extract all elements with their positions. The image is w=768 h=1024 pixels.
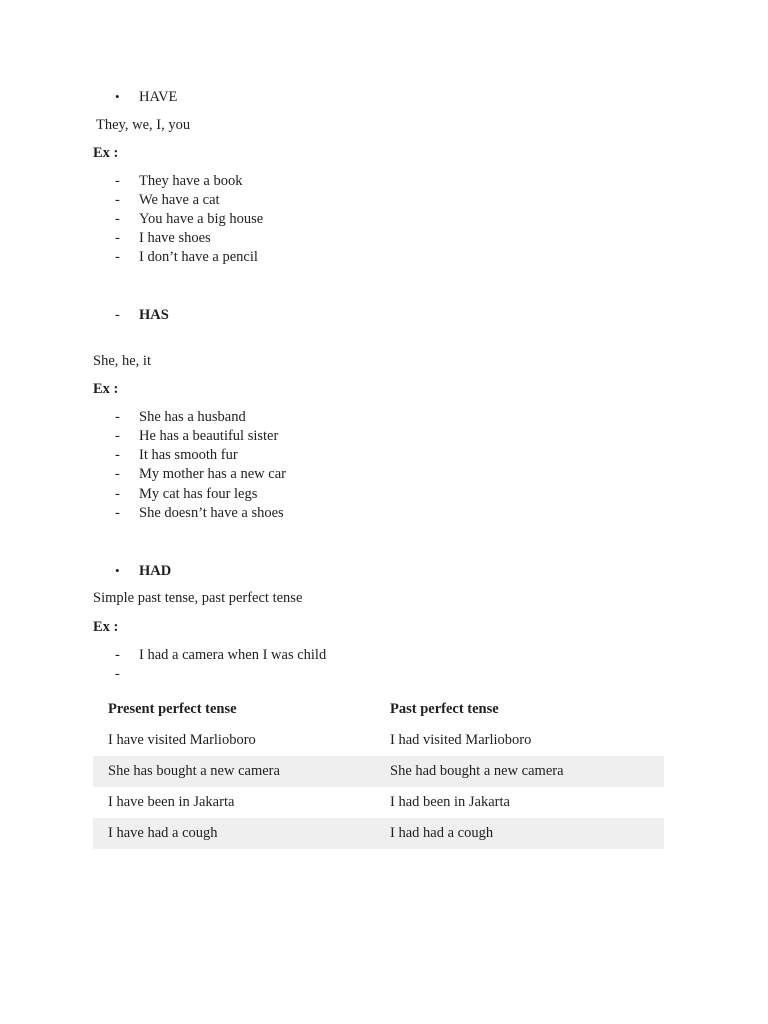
table-cell: She had bought a new camera bbox=[375, 756, 664, 787]
have-ex-label: Ex : bbox=[93, 145, 119, 161]
table-cell: She has bought a new camera bbox=[93, 756, 375, 787]
table-cell: I had had a cough bbox=[375, 818, 664, 849]
dash-marker: - bbox=[115, 447, 120, 463]
dash-marker: - bbox=[115, 249, 120, 265]
bullet-icon: • bbox=[115, 89, 120, 104]
table-cell: I had been in Jakarta bbox=[390, 794, 510, 810]
table-row bbox=[93, 818, 664, 849]
dash-marker: - bbox=[115, 466, 120, 482]
tense-comparison-table bbox=[93, 694, 664, 849]
table-cell: I have had a cough bbox=[93, 818, 375, 849]
has-heading: HAS bbox=[139, 307, 169, 323]
dash-marker: - bbox=[115, 647, 120, 663]
had-heading: HAD bbox=[139, 563, 172, 579]
table-row bbox=[93, 787, 664, 818]
dash-marker: - bbox=[115, 230, 120, 246]
had-ex-label: Ex : bbox=[93, 619, 119, 635]
dash-marker: - bbox=[115, 666, 120, 682]
table-row bbox=[93, 756, 664, 787]
dash-marker: - bbox=[115, 486, 120, 502]
dash-marker: - bbox=[115, 307, 120, 323]
bullet-icon: • bbox=[115, 563, 120, 578]
dash-marker: - bbox=[115, 173, 120, 189]
dash-marker: - bbox=[115, 409, 120, 425]
column-header: Present perfect tense bbox=[108, 701, 237, 717]
dash-marker: - bbox=[115, 505, 120, 521]
table-cell: I had visited Marlioboro bbox=[390, 732, 532, 748]
table-row bbox=[93, 725, 664, 756]
have-subjects: They, we, I, you bbox=[96, 117, 191, 133]
had-subjects: Simple past tense, past perfect tense bbox=[93, 590, 303, 606]
document-page: • HAVE They, we, I, you Ex : - They have a book - We have a cat - You have a big house - I have shoes - I don’t have a pencil - HAS She, he, it Ex : - She has a husband - He has a beautiful sister - It has smooth fur - My mother has a new car - My cat has four legs - She doesn’t have a shoes • HAD Simple past tense, past perfect tense Ex : - I had a camera when I was child - Present perfect tense Past perfect tense I have visited Marlioboro I had visited Marlioboro She has bought a new camera She had bought a new camera I have been in Jakarta I had been in Jakarta I have had a cough I had had a cough bbox=[0, 0, 768, 1024]
dash-marker: - bbox=[115, 428, 120, 444]
table-cell: I have been in Jakarta bbox=[108, 794, 235, 810]
dash-marker: - bbox=[115, 192, 120, 208]
table-cell: I have visited Marlioboro bbox=[108, 732, 256, 748]
dash-marker: - bbox=[115, 211, 120, 227]
table-header-row bbox=[93, 694, 664, 725]
has-ex-label: Ex : bbox=[93, 381, 119, 397]
have-heading: HAVE bbox=[139, 89, 178, 105]
column-header: Past perfect tense bbox=[390, 701, 499, 717]
has-subjects: She, he, it bbox=[93, 353, 151, 369]
